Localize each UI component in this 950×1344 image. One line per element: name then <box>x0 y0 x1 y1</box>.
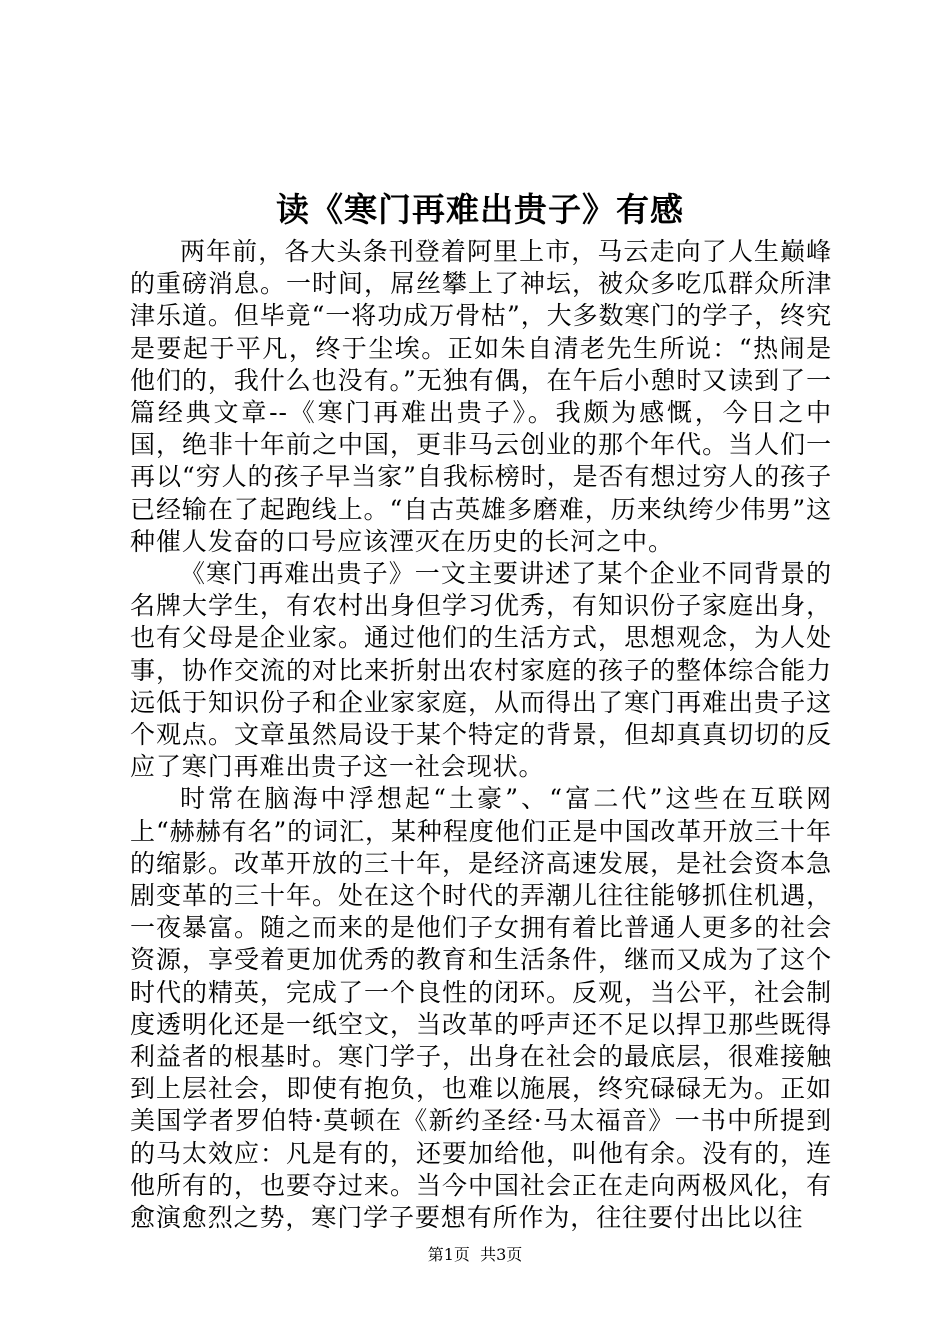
paragraph-1: 两年前，各大头条刊登着阿里上市，马云走向了人生巅峰的重磅消息。一时间，屌丝攀上了神坛，被众多吃瓜群众所津津乐道。但毕竟“一将功成万骨枯”，大多数寒门的学子，终究是要起于平凡，终于尘埃。正如朱自清老先生所说：“热闹是他们的，我什么也没有。”无独有偶，在午后小憩时又读到了一篇经典文章--《寒门再难出贵子》。我颇为感慨，今日之中国，绝非十年前之中国，更非马云创业的那个年代。当人们一再以“穷人的孩子早当家”自我标榜时，是否有想过穷人的孩子已经输在了起跑线上。“自古英雄多磨难，历来纨绔少伟男”这种催人发奋的口号应该湮灭在历史的长河之中。 <box>130 237 832 556</box>
page-number: 第1页 <box>427 1245 470 1264</box>
paragraph-2: 《寒门再难出贵子》一文主要讲述了某个企业不同背景的名牌大学生，有农村出身但学习优秀，有知识份子家庭出身，也有父母是企业家。通过他们的生活方式，思想观念，为人处事，协作交流的对比来折射出农村家庭的孩子的整体综合能力远低于知识份子和企业家家庭，从而得出了寒门再难出贵子这个观点。文章虽然局设于某个特定的背景，但却真真切切的反应了寒门再难出贵子这一社会现状。 <box>130 559 832 782</box>
document-title: 读《寒门再难出贵子》有感 <box>276 190 684 229</box>
document-body <box>130 236 832 1234</box>
page-footer <box>0 1244 950 1266</box>
page-total: 共3页 <box>480 1245 523 1264</box>
footer-spacer <box>470 1245 480 1264</box>
paragraph-3: 时常在脑海中浮想起“土豪”、“富二代”这些在互联网上“赫赫有名”的词汇，某种程度他们正是中国改革开放三十年的缩影。改革开放的三十年，是经济高速发展，是社会资本急剧变革的三十年。处在这个时代的弄潮儿往往能够抓住机遇，一夜暴富。随之而来的是他们子女拥有着比普通人更多的社会资源，享受着更加优秀的教育和生活条件，继而又成为了这个时代的精英，完成了一个良性的闭环。反观，当公平，社会制度透明化还是一纸空文，当改革的呼声还不足以捍卫那些既得利益者的根基时。寒门学子，出身在社会的最底层，很难接触到上层社会，即使有抱负，也难以施展，终究碌碌无为。正如美国学者罗伯特·莫顿在《新约圣经·马太福音》一书中所提到的马太效应：凡是有的，还要加给他，叫他有余。没有的，连他所有的，也要夺过来。当今中国社会正在走向两极风化，有愈演愈烈之势，寒门学子要想有所作为，往往要付出比以往 <box>130 784 832 1233</box>
